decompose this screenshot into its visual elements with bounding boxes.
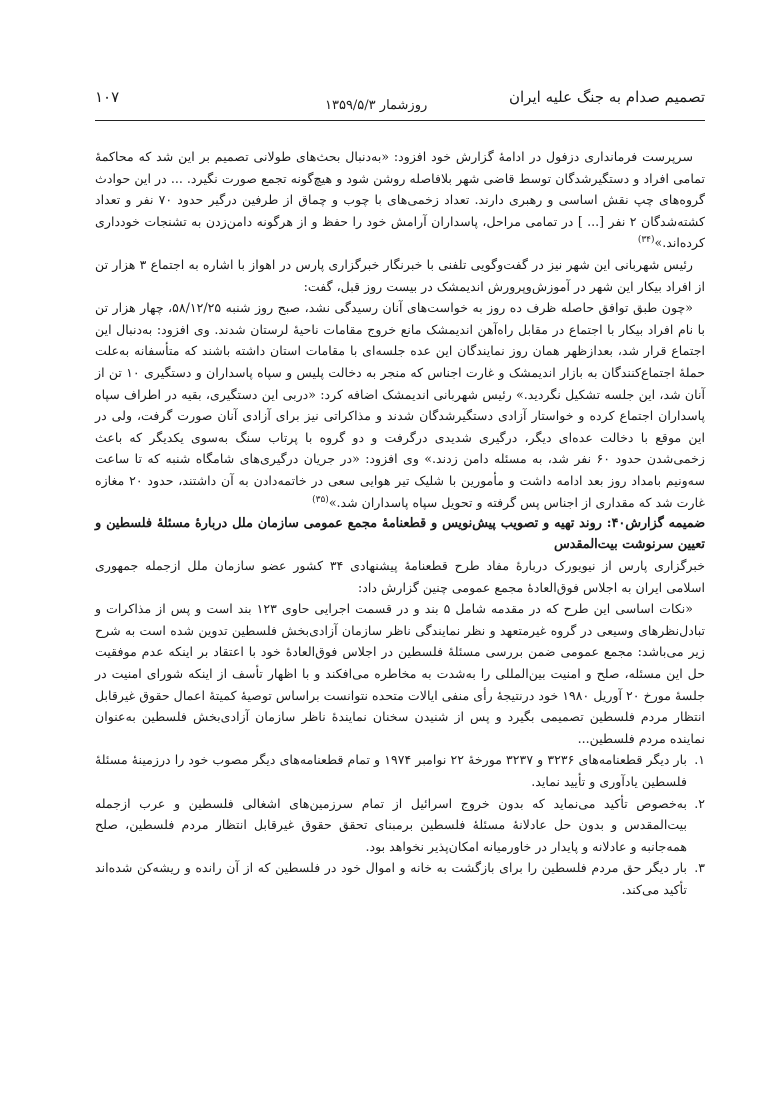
- header-rule: [95, 120, 705, 121]
- document-page: [95, 88, 705, 901]
- paragraph: [95, 297, 705, 513]
- list-item-text: به‌خصوص تأکید می‌نماید که بدون خروج اسرائیل از تمام سرزمین‌های اشغالی فلسطین و عرب ازجمله بیت‌المقدس و بدون حل عادلانهٔ مسئلهٔ فلسطین برمبنای تحقق حقوق غیرقابل انتظار مردم فلسطین، صلح همه‌جانبه و عادلانه و پایدار در خاورمیانه امکان‌پذیر نخواهد بود.: [95, 795, 687, 854]
- list-item-number: ۱.: [694, 752, 705, 768]
- paragraph: خبرگزاری پارس از نیویورک دربارهٔ مفاد طرح قطعنامهٔ پیشنهادی ۳۴ کشور عضو سازمان ملل ازجمله جمهوری اسلامی ایران به اجلاس فوق‌العادهٔ مجمع عمومی چنین گزارش داد:: [95, 558, 705, 595]
- page-header: [95, 88, 705, 118]
- numbered-list: [95, 749, 705, 900]
- paragraph: «نکات اساسی این طرح که در مقدمه شامل ۵ بند و در قسمت اجرایی حاوی ۱۲۳ بند است و پس از مذاکرات و تبادل‌نظرهای وسیعی در گروه غیرمتعهد و نظر نمایندگی ناظر سازمان آزادی‌بخش فلسطین تدوین شده است به شرح زیر می‌باشد: مجمع عمومی ضمن بررسی مسئلهٔ فلسطین در اجلاس فوق‌العادهٔ خود با اعتقاد بر اینکه عدم موفقیت حل این مسئله، صلح و امنیت بین‌المللی را به‌شدت به مخاطره می‌افکند و با اظهار تأسف از اینکه شورای امنیت در جلسهٔ مورخ ۲۰ آوریل ۱۹۸۰ خود درنتیجهٔ رأی منفی ایالات متحده نتوانست براساس توصیهٔ کمیتهٔ اعمال حقوق غیرقابل انتظار مردم فلسطین تصمیمی بگیرد و پس از شنیدن سخنان نمایندهٔ ناظر سازمان آزادی‌بخش فلسطین به‌عنوان نماینده مردم فلسطین...: [95, 601, 705, 746]
- paragraph-text: «چون طبق توافق حاصله ظرف ده روز به خواست‌های آنان رسیدگی نشد، صبح روز شنبه ۵۸/۱۲/۲۵، چهار هزار تن با نام افراد بیکار با اجتماع در مقابل راه‌آهن اندیمشک مانع خروج مقامات ناحیهٔ لرستان شدند. وی افزود: به‌دنبال این اجتماع قرار شد، بعدازظهر همان روز نمایندگان این عده جلسه‌ای با مقامات استان داشته باشند که متأسفانه به‌علت حملهٔ اجتماع‌کنندگان به بازار اندیمشک و غارت اجناس که منجر به دخالت پلیس و سپاه پاسداران و دستگیری ۱۰ تن از آنان شد، این جلسه تشکیل نگردید.» رئیس شهربانی اندیمشک اضافه کرد: «دربی این دستگیری، بقیه در اطراف سپاه پاسداران اجتماع کرده و خواستار آزادی دستگیرشدگان شدند و مذاکراتی نیز برای آزادی آنان صورت گرفت، ولی در این موقع با دخالت عده‌ای دیگر، درگیری شدیدی درگرفت و دو گروه با پرتاب سنگ به‌سوی یکدیگر که باعث زخمی‌شدن حدود ۶۰ نفر شد، به مسئله دامن زدند.» وی افزود: «در جریان درگیری‌های شامگاه شنبه که تا ساعت سه‌ونیم بامداد روز بعد ادامه داشت و مأمورین با شلیک تیر هوایی سعی در خاتمه‌دادن به آن داشتند، حدود ۲۰ مغازه غارت شد که مقداری از اجناس پس گرفته و تحویل سپاه پاسداران شد.»: [95, 300, 705, 510]
- section-heading: ضمیمه گزارش۴۰: روند تهیه و تصویب پیش‌نویس و قطعنامهٔ مجمع عمومی سازمان ملل دربارهٔ مسئلهٔ فلسطین و تعیین سرنوشت بیت‌المقدس: [95, 516, 705, 553]
- list-item: [95, 793, 705, 858]
- list-item-text: بار دیگر قطعنامه‌های ۳۲۳۶ و ۳۲۳۷ مورخهٔ ۲۲ نوامبر ۱۹۷۴ و تمام قطعنامه‌های دیگر مصوب خود را درزمینهٔ مسئلهٔ فلسطین یادآوری و تأیید نماید.: [95, 752, 687, 790]
- list-item-number: ۲.: [694, 795, 705, 811]
- list-item: [95, 857, 705, 900]
- paragraph-text: رئیس شهربانی این شهر نیز در گفت‌وگویی تلفنی با خبرنگار خبرگزاری پارس در اهواز با اشاره به اجتماع ۳ هزار تن از افراد بیکار این شهر در آموزش‌وپرورش اندیمشک در بیست روز قبل، گفت:: [95, 256, 705, 294]
- list-item: [95, 749, 705, 792]
- footnote-ref: (۳۴): [637, 235, 655, 246]
- list-item-number: ۳.: [694, 860, 705, 876]
- list-item-text: بار دیگر حق مردم فلسطین را برای بازگشت به خانه و اموال خود در فلسطین که از آن رانده و ریشه‌کن شده‌اند تأکید می‌کند.: [95, 860, 687, 897]
- page-body: [95, 146, 705, 901]
- page-number: ۱۰۷: [95, 88, 120, 106]
- paragraph-text: سرپرست فرمانداری دزفول در ادامهٔ گزارش خود افزود: «به‌دنبال بحث‌های طولانی تصمیم بر این شد که محاکمهٔ تمامی افراد و دستگیرشدگان توسط قاضی شهر بلافاصله روشن شود و هیچ‌گونه تجمع صورت نگیرد. ... در این حوادث گروه‌های چپ نقش اساسی و رهبری دارند. تعداد زخمی‌های با چوب و چماق از طرفین درگیر حدود ۷۰ نفر و تعداد کشته‌شدگان ۲ نفر [... ] در تمامی مراحل، پاسداران آرامش خود را حفظ و از هرگونه دامن‌زدن به تشنجات خودداری کرده‌اند.»: [95, 149, 705, 251]
- paragraph: [95, 254, 705, 297]
- book-title: تصمیم صدام به جنگ علیه ایران: [509, 88, 705, 106]
- paragraph: [95, 146, 705, 254]
- footnote-ref: (۳۵): [312, 494, 329, 505]
- date-label: روزشمار ۱۳۵۹/۵/۳: [325, 98, 428, 113]
